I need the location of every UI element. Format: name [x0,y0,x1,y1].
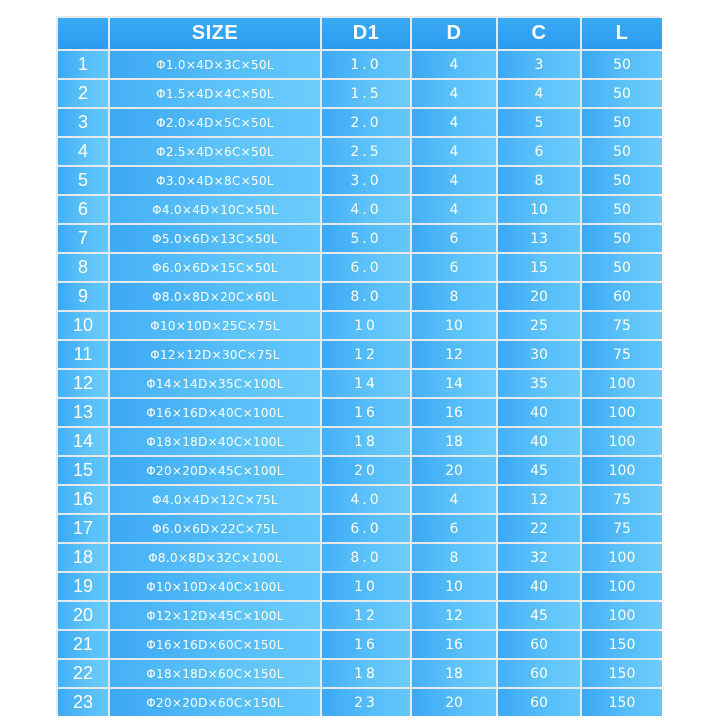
d1-cell: 10 [322,312,410,339]
c-cell: 22 [498,515,580,542]
d1-cell: 2.5 [322,138,410,165]
c-cell: 45 [498,602,580,629]
l-cell: 50 [582,225,662,252]
c-cell: 20 [498,283,580,310]
table-row [58,515,662,542]
l-cell: 100 [582,457,662,484]
c-cell: 40 [498,399,580,426]
row-number: 14 [58,428,108,455]
l-cell: 150 [582,689,662,716]
row-number: 10 [58,312,108,339]
table-row [58,167,662,194]
row-number: 9 [58,283,108,310]
l-cell: 100 [582,399,662,426]
d-cell: 20 [412,689,496,716]
size-cell: Φ18×18D×40C×100L [110,428,320,455]
l-cell: 50 [582,254,662,281]
size-cell: Φ8.0×8D×32C×100L [110,544,320,571]
d1-cell: 10 [322,573,410,600]
size-cell: Φ8.0×8D×20C×60L [110,283,320,310]
size-cell: Φ20×20D×45C×100L [110,457,320,484]
size-cell: Φ1.5×4D×4C×50L [110,80,320,107]
d1-cell: 18 [322,660,410,687]
d1-cell: 5.0 [322,225,410,252]
c-cell: 45 [498,457,580,484]
l-cell: 100 [582,602,662,629]
row-number: 19 [58,573,108,600]
row-number: 13 [58,399,108,426]
row-number: 5 [58,167,108,194]
size-cell: Φ14×14D×35C×100L [110,370,320,397]
row-number: 20 [58,602,108,629]
header-row [58,18,662,49]
row-number: 6 [58,196,108,223]
l-cell: 75 [582,515,662,542]
table-row [58,544,662,571]
spec-table-frame [56,16,660,715]
d1-cell: 8.0 [322,544,410,571]
table-row [58,312,662,339]
l-cell: 50 [582,138,662,165]
row-number: 23 [58,689,108,716]
d1-cell: 3.0 [322,167,410,194]
d-cell: 6 [412,254,496,281]
c-cell: 8 [498,167,580,194]
table-row [58,225,662,252]
table-row [58,399,662,426]
l-cell: 50 [582,109,662,136]
d-cell: 12 [412,602,496,629]
table-row [58,428,662,455]
row-number: 17 [58,515,108,542]
d-cell: 8 [412,544,496,571]
table-row [58,689,662,716]
d1-cell: 1.5 [322,80,410,107]
table-row [58,486,662,513]
l-cell: 50 [582,51,662,78]
size-cell: Φ6.0×6D×22C×75L [110,515,320,542]
size-cell: Φ6.0×6D×15C×50L [110,254,320,281]
table-row [58,138,662,165]
row-number: 4 [58,138,108,165]
row-number: 7 [58,225,108,252]
c-cell: 3 [498,51,580,78]
row-number: 15 [58,457,108,484]
size-cell: Φ5.0×6D×13C×50L [110,225,320,252]
size-cell: Φ20×20D×60C×150L [110,689,320,716]
size-cell: Φ12×12D×30C×75L [110,341,320,368]
header-c: C [498,18,580,49]
size-cell: Φ2.0×4D×5C×50L [110,109,320,136]
l-cell: 75 [582,486,662,513]
d1-cell: 18 [322,428,410,455]
l-cell: 50 [582,80,662,107]
d-cell: 4 [412,167,496,194]
table-row [58,457,662,484]
table-row [58,341,662,368]
table-row [58,109,662,136]
row-number: 18 [58,544,108,571]
d-cell: 12 [412,341,496,368]
size-cell: Φ16×16D×40C×100L [110,399,320,426]
d1-cell: 16 [322,631,410,658]
c-cell: 60 [498,660,580,687]
d-cell: 18 [412,428,496,455]
header-d: D [412,18,496,49]
l-cell: 60 [582,283,662,310]
d1-cell: 12 [322,341,410,368]
d-cell: 4 [412,51,496,78]
table-row [58,80,662,107]
d-cell: 4 [412,196,496,223]
d1-cell: 6.0 [322,515,410,542]
size-cell: Φ10×10D×40C×100L [110,573,320,600]
c-cell: 30 [498,341,580,368]
d1-cell: 4.0 [322,486,410,513]
c-cell: 32 [498,544,580,571]
c-cell: 35 [498,370,580,397]
c-cell: 12 [498,486,580,513]
c-cell: 60 [498,689,580,716]
d-cell: 8 [412,283,496,310]
d1-cell: 8.0 [322,283,410,310]
size-cell: Φ1.0×4D×3C×50L [110,51,320,78]
l-cell: 150 [582,660,662,687]
row-number: 22 [58,660,108,687]
header-l: L [582,18,662,49]
l-cell: 150 [582,631,662,658]
d1-cell: 12 [322,602,410,629]
size-cell: Φ2.5×4D×6C×50L [110,138,320,165]
l-cell: 50 [582,196,662,223]
size-cell: Φ12×12D×45C×100L [110,602,320,629]
d-cell: 4 [412,138,496,165]
row-number: 1 [58,51,108,78]
c-cell: 40 [498,573,580,600]
size-cell: Φ3.0×4D×8C×50L [110,167,320,194]
header-index [58,18,108,49]
d-cell: 18 [412,660,496,687]
d1-cell: 16 [322,399,410,426]
size-cell: Φ4.0×4D×10C×50L [110,196,320,223]
size-cell: Φ10×10D×25C×75L [110,312,320,339]
d1-cell: 4.0 [322,196,410,223]
d-cell: 4 [412,109,496,136]
header-size: SIZE [110,18,320,49]
c-cell: 4 [498,80,580,107]
d-cell: 4 [412,80,496,107]
d1-cell: 6.0 [322,254,410,281]
table-row [58,602,662,629]
c-cell: 60 [498,631,580,658]
l-cell: 100 [582,573,662,600]
row-number: 21 [58,631,108,658]
l-cell: 75 [582,312,662,339]
d-cell: 16 [412,631,496,658]
size-cell: Φ16×16D×60C×150L [110,631,320,658]
d-cell: 16 [412,399,496,426]
size-cell: Φ4.0×4D×12C×75L [110,486,320,513]
c-cell: 40 [498,428,580,455]
d-cell: 14 [412,370,496,397]
l-cell: 100 [582,370,662,397]
c-cell: 15 [498,254,580,281]
l-cell: 100 [582,428,662,455]
l-cell: 75 [582,341,662,368]
d-cell: 10 [412,573,496,600]
row-number: 2 [58,80,108,107]
row-number: 12 [58,370,108,397]
size-cell: Φ18×18D×60C×150L [110,660,320,687]
table-header [58,18,662,49]
d1-cell: 20 [322,457,410,484]
row-number: 3 [58,109,108,136]
table-body [58,51,662,716]
d-cell: 20 [412,457,496,484]
d1-cell: 2.0 [322,109,410,136]
c-cell: 10 [498,196,580,223]
c-cell: 6 [498,138,580,165]
c-cell: 25 [498,312,580,339]
c-cell: 13 [498,225,580,252]
table-row [58,51,662,78]
row-number: 8 [58,254,108,281]
row-number: 16 [58,486,108,513]
table-row [58,573,662,600]
table-row [58,196,662,223]
table-row [58,283,662,310]
table-row [58,631,662,658]
c-cell: 5 [498,109,580,136]
spec-table [56,16,664,718]
d-cell: 4 [412,486,496,513]
l-cell: 50 [582,167,662,194]
d1-cell: 14 [322,370,410,397]
d-cell: 6 [412,515,496,542]
d1-cell: 1.0 [322,51,410,78]
row-number: 11 [58,341,108,368]
header-d1: D1 [322,18,410,49]
l-cell: 100 [582,544,662,571]
table-row [58,660,662,687]
d-cell: 6 [412,225,496,252]
table-row [58,370,662,397]
table-row [58,254,662,281]
d-cell: 10 [412,312,496,339]
d1-cell: 23 [322,689,410,716]
